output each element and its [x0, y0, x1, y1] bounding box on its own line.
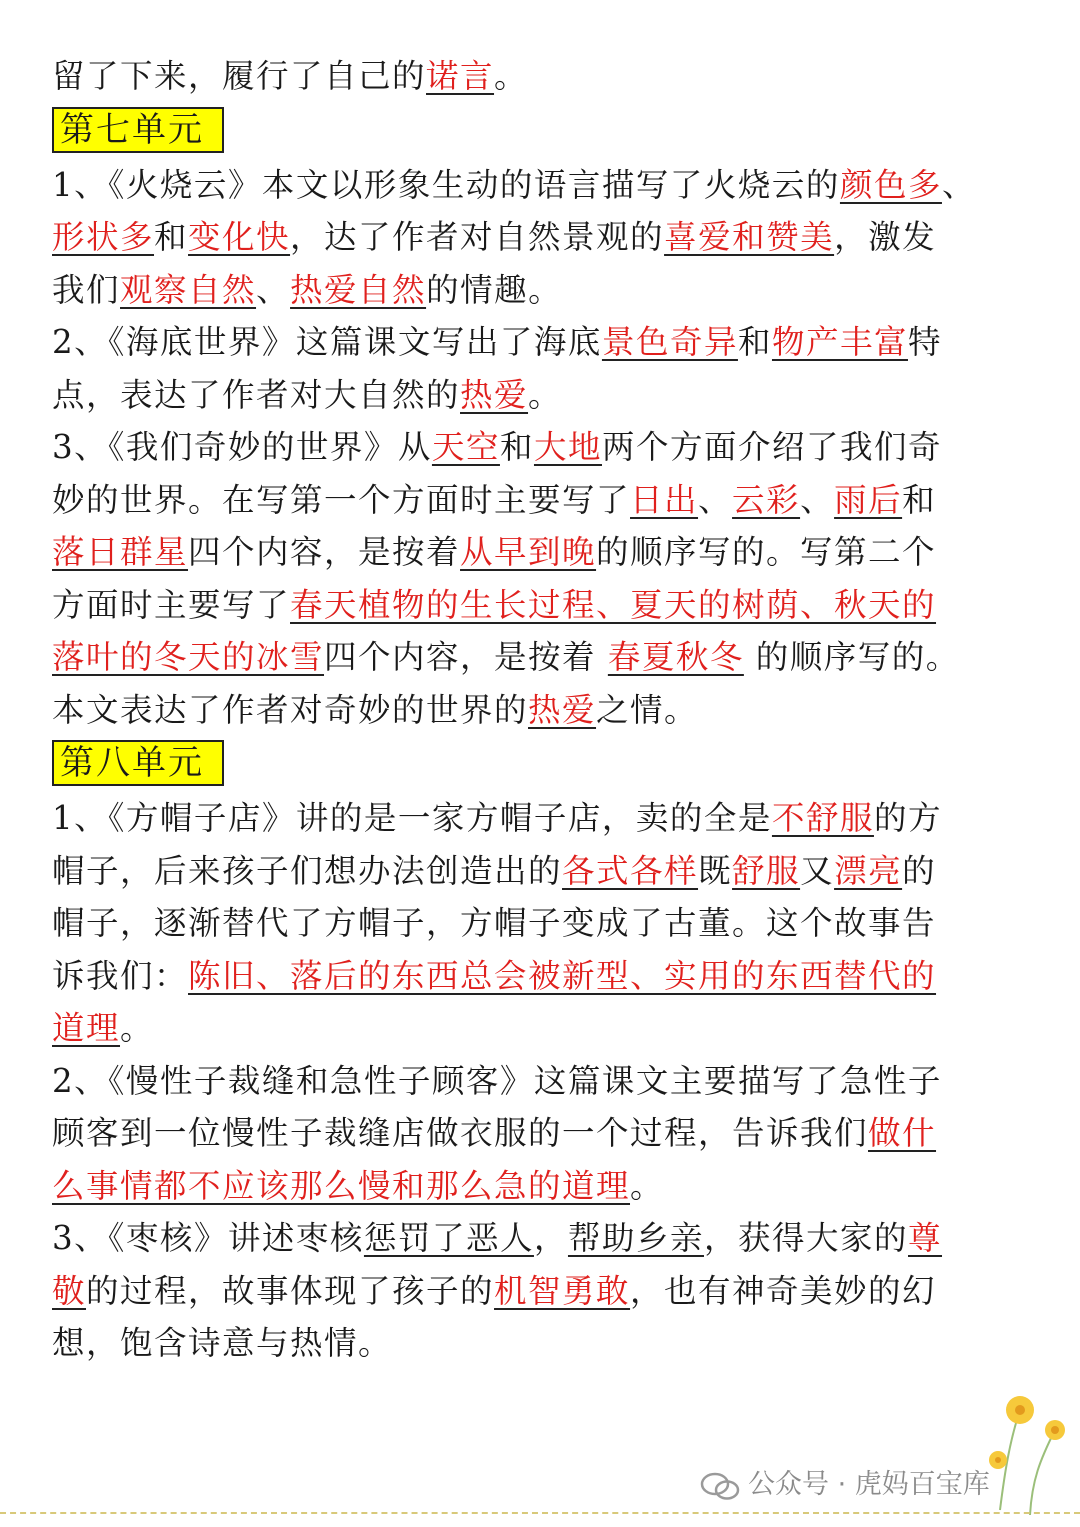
- text: 和: [737, 323, 772, 361]
- keyword: 从早到晚: [460, 533, 597, 571]
- unit-8-heading-row: [52, 736, 1032, 792]
- text: 帽子，后来孩子们想办法创造出的: [52, 851, 563, 890]
- text-line: [52, 1002, 1032, 1055]
- text: 和: [902, 480, 937, 519]
- text: 特: [907, 323, 942, 361]
- text: 的顺序写的。写第二个: [596, 533, 937, 571]
- text: 想，饱含诗意与热情。: [52, 1324, 393, 1362]
- text-line: [52, 684, 1032, 737]
- text: 帽子，逐渐替代了方帽子，方帽子变成了古董。这个故事告: [52, 904, 937, 942]
- text: 3、《枣核》讲述枣核: [52, 1219, 364, 1257]
- text: 又: [800, 851, 835, 890]
- keyword: 云彩: [732, 480, 801, 519]
- text: 四个内容，是按着: [324, 638, 608, 676]
- keyword: 景色奇异: [601, 323, 738, 361]
- text: 、: [698, 480, 733, 519]
- text-line: [52, 950, 1032, 1003]
- keyword: 物产丰富: [771, 323, 908, 361]
- text: 的情趣。: [426, 270, 563, 309]
- unit-heading: 第八单元: [52, 740, 224, 786]
- text: 我们: [52, 270, 121, 309]
- text-line: [52, 474, 1032, 527]
- keyword: 春夏秋冬: [607, 638, 744, 676]
- text-line: [52, 421, 1032, 474]
- keyword: 机智勇敢: [494, 1271, 631, 1310]
- keyword: 形状多: [52, 218, 155, 256]
- text: 之情。: [596, 690, 699, 729]
- text: 的顺序写的。: [743, 638, 960, 676]
- text: 方面时主要写了: [52, 585, 291, 624]
- text: 顾客到一位慢性子裁缝店做衣服的一个过程，告诉我们: [52, 1114, 869, 1152]
- text: 既: [698, 851, 733, 890]
- text-line: [52, 211, 1032, 264]
- text: 点，表达了作者对大自然的: [52, 375, 461, 414]
- text-line: [52, 50, 1032, 103]
- text: 两个方面介绍了我们奇: [601, 428, 942, 466]
- text-line: [52, 526, 1032, 579]
- footer-divider: [0, 1512, 1080, 1514]
- text: 本文表达了作者对奇妙的世界的: [52, 690, 529, 729]
- text: 妙的世界。在写第一个方面时主要写了: [52, 480, 631, 519]
- text: 的: [902, 851, 937, 890]
- keyword: 各式各样: [562, 851, 699, 890]
- keyword: 做什: [868, 1114, 937, 1152]
- text: ，激发: [834, 218, 937, 256]
- footer-watermark: [700, 1462, 990, 1501]
- text: 。: [528, 375, 563, 414]
- text: 和: [154, 218, 189, 256]
- text: 、: [800, 480, 835, 519]
- wechat-icon: [700, 1471, 740, 1501]
- keyword: 么事情都不应该那么慢和那么急的道理: [52, 1166, 631, 1205]
- keyword: 日出: [630, 480, 699, 519]
- keyword: 观察自然: [120, 270, 257, 309]
- text: 1、《火烧云》本文以形象生动的语言描写了火烧云的: [52, 165, 840, 204]
- text: ，也有神奇美妙的幻: [630, 1271, 937, 1310]
- text: 、: [256, 270, 291, 309]
- keyword: 热爱: [528, 690, 597, 729]
- keyword: 落叶的冬天的冰雪: [52, 638, 325, 676]
- keyword: 漂亮: [834, 851, 903, 890]
- keyword: 诺言: [426, 57, 495, 95]
- text-line: [52, 1055, 1032, 1108]
- keyword: 雨后: [834, 480, 903, 519]
- keyword: 落日群星: [52, 533, 189, 571]
- text: ，获得大家的: [703, 1219, 908, 1257]
- text: 。: [494, 57, 529, 95]
- text: 留了下来，履行了自己的: [52, 57, 427, 95]
- text-line: [52, 792, 1032, 845]
- document-body: [52, 50, 1032, 1370]
- keyword: 尊: [908, 1219, 943, 1257]
- keyword: 陈旧、落后的东西总会被新型、实用的东西替代的: [188, 956, 937, 995]
- keyword: 大地: [533, 428, 602, 466]
- keyword: 变化快: [188, 218, 291, 256]
- text: 和: [499, 428, 534, 466]
- keyword: 敬: [52, 1271, 87, 1310]
- unit-7-heading-row: [52, 103, 1032, 159]
- text: 。: [630, 1166, 665, 1205]
- keyword: 春天植物的生长过程、夏天的树荫、秋天的: [290, 585, 937, 624]
- text-line: [52, 1107, 1032, 1160]
- keyword: 热爱自然: [290, 270, 427, 309]
- text: 的方: [873, 799, 942, 837]
- text-line: [52, 1317, 1032, 1370]
- keyword: 颜色多: [839, 165, 942, 204]
- text: ，达了作者对自然景观的: [290, 218, 665, 256]
- text: ，: [533, 1219, 568, 1257]
- text-line: [52, 897, 1032, 950]
- keyword: 舒服: [732, 851, 801, 890]
- keyword: 道理: [52, 1009, 121, 1047]
- keyword: 天空: [431, 428, 500, 466]
- text-line: [52, 159, 1032, 212]
- text-line: [52, 369, 1032, 422]
- text: 。: [120, 1009, 155, 1047]
- text-line: [52, 1212, 1032, 1265]
- text: 诉我们：: [52, 956, 189, 995]
- underlined-phrase: 惩罚了恶人: [363, 1219, 534, 1257]
- keyword: 热爱: [460, 375, 529, 414]
- text: 2、《慢性子裁缝和急性子顾客》这篇课文主要描写了急性子: [52, 1061, 942, 1100]
- unit-heading: 第七单元: [52, 107, 224, 153]
- text: 1、《方帽子店》讲的是一家方帽子店，卖的全是: [52, 799, 772, 837]
- keyword: 不舒服: [771, 799, 874, 837]
- text-line: [52, 1265, 1032, 1318]
- text-line: [52, 631, 1032, 684]
- text: 的过程，故事体现了孩子的: [86, 1271, 495, 1310]
- text-line: [52, 1160, 1032, 1213]
- text-line: [52, 579, 1032, 632]
- text: 2、《海底世界》这篇课文写出了海底: [52, 323, 602, 361]
- text-line: [52, 316, 1032, 369]
- text-line: [52, 264, 1032, 317]
- underlined-phrase: 帮助乡亲: [567, 1219, 704, 1257]
- text: 四个内容，是按着: [188, 533, 461, 571]
- text: 、: [941, 165, 976, 204]
- text-line: [52, 845, 1032, 898]
- keyword: 喜爱和赞美: [664, 218, 835, 256]
- footer-text: 公众号 · 虎妈百宝库: [748, 1469, 990, 1500]
- text: 3、《我们奇妙的世界》从: [52, 428, 432, 466]
